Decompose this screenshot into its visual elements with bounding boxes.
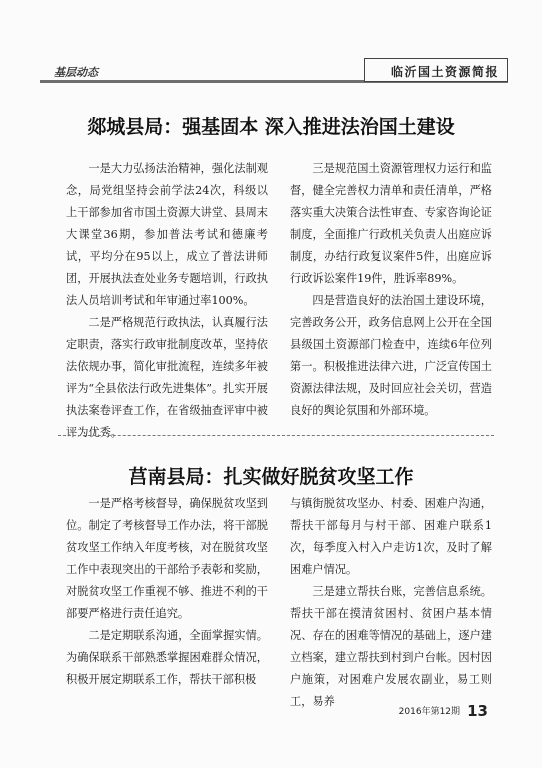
page-number: 13 [467, 701, 488, 720]
page-footer [399, 700, 488, 720]
page-header [40, 58, 508, 88]
section-name: 基层动态 [54, 66, 98, 79]
article-1-column-right [290, 158, 492, 422]
article-2-column-right [290, 493, 492, 713]
article-1-column-left [66, 158, 268, 444]
article-title-junan: 莒南县局：扎实做好脱贫攻坚工作 [128, 466, 414, 488]
paragraph: 三是建立帮扶台账，完善信息系统。帮扶干部在摸清贫困村、贫困户基本情况、存在的困难等情况的基础上，逐户建立档案，建立帮扶到村到户台帐。因村因户施策，对困难户发展农副业，易工则工，易养 [290, 585, 492, 708]
issue-label: 2016年第12期 [398, 707, 461, 717]
publication-box [364, 58, 508, 82]
paragraph: 三是规范国土资源管理权力运行和监督，健全完善权力清单和责任清单，严格落实重大决策合法性审查、专家咨询论证制度，全面推广行政机关负责人出庭应诉制度，办结行政复议案件5件，出庭应诉行政诉讼案件19件，胜诉率89%。 [290, 162, 492, 285]
paragraph: 一是大力弘扬法治精神，强化法制观念，局党组坚持会前学法24次，科级以上干部参加省市国土资源大讲堂、县周末大课堂36期，参加普法考试和德廉考试，平均分在95以上，成立了普法讲师团，开展执法查处业务专题培训，行政执法人员培训考试和年审通过率100%。 [66, 162, 268, 307]
paragraph: 二是严格规范行政执法，认真履行法定职责，落实行政审批制度改革，坚持依法依规办事，简化审批流程，连续多年被评为“全县依法行政先进集体”。扎实开展执法案卷评查工作，在省级抽查评审中被评为优秀。 [66, 316, 268, 439]
article-divider [58, 435, 494, 436]
article-title-tancheng: 郯城县局：强基固本 深入推进法治国土建设 [87, 116, 455, 138]
paragraph: 与镇街脱贫攻坚办、村委、困难户沟通，帮扶干部每月与村干部、困难户联系1次，每季度入村入户走访1次，及时了解困难户情况。 [290, 497, 492, 576]
paragraph: 一是严格考核督导，确保脱贫攻坚到位。制定了考核督导工作办法，将干部脱贫攻坚工作纳入年度考核，对在脱贫攻坚工作中表现突出的干部给予表彰和奖励，对脱贫攻坚工作重视不够、推进不利的干部要严格进行责任追究。 [66, 497, 268, 620]
publication-title: 临沂国土资源简报 [390, 65, 499, 79]
paragraph: 四是营造良好的法治国土建设环境，完善政务公开，政务信息网上公开在全国县级国土资源部门检查中，连续6年位列第一。积极推进法律六进，广泛宣传国土资源法律法规，及时回应社会关切，营造良好的舆论氛围和外部环境。 [290, 294, 492, 417]
article-2-column-left [66, 493, 268, 691]
paragraph: 二是定期联系沟通，全面掌握实情。为确保联系干部熟悉掌握困难群众情况，积极开展定期联系工作，帮扶干部积极 [66, 629, 268, 686]
